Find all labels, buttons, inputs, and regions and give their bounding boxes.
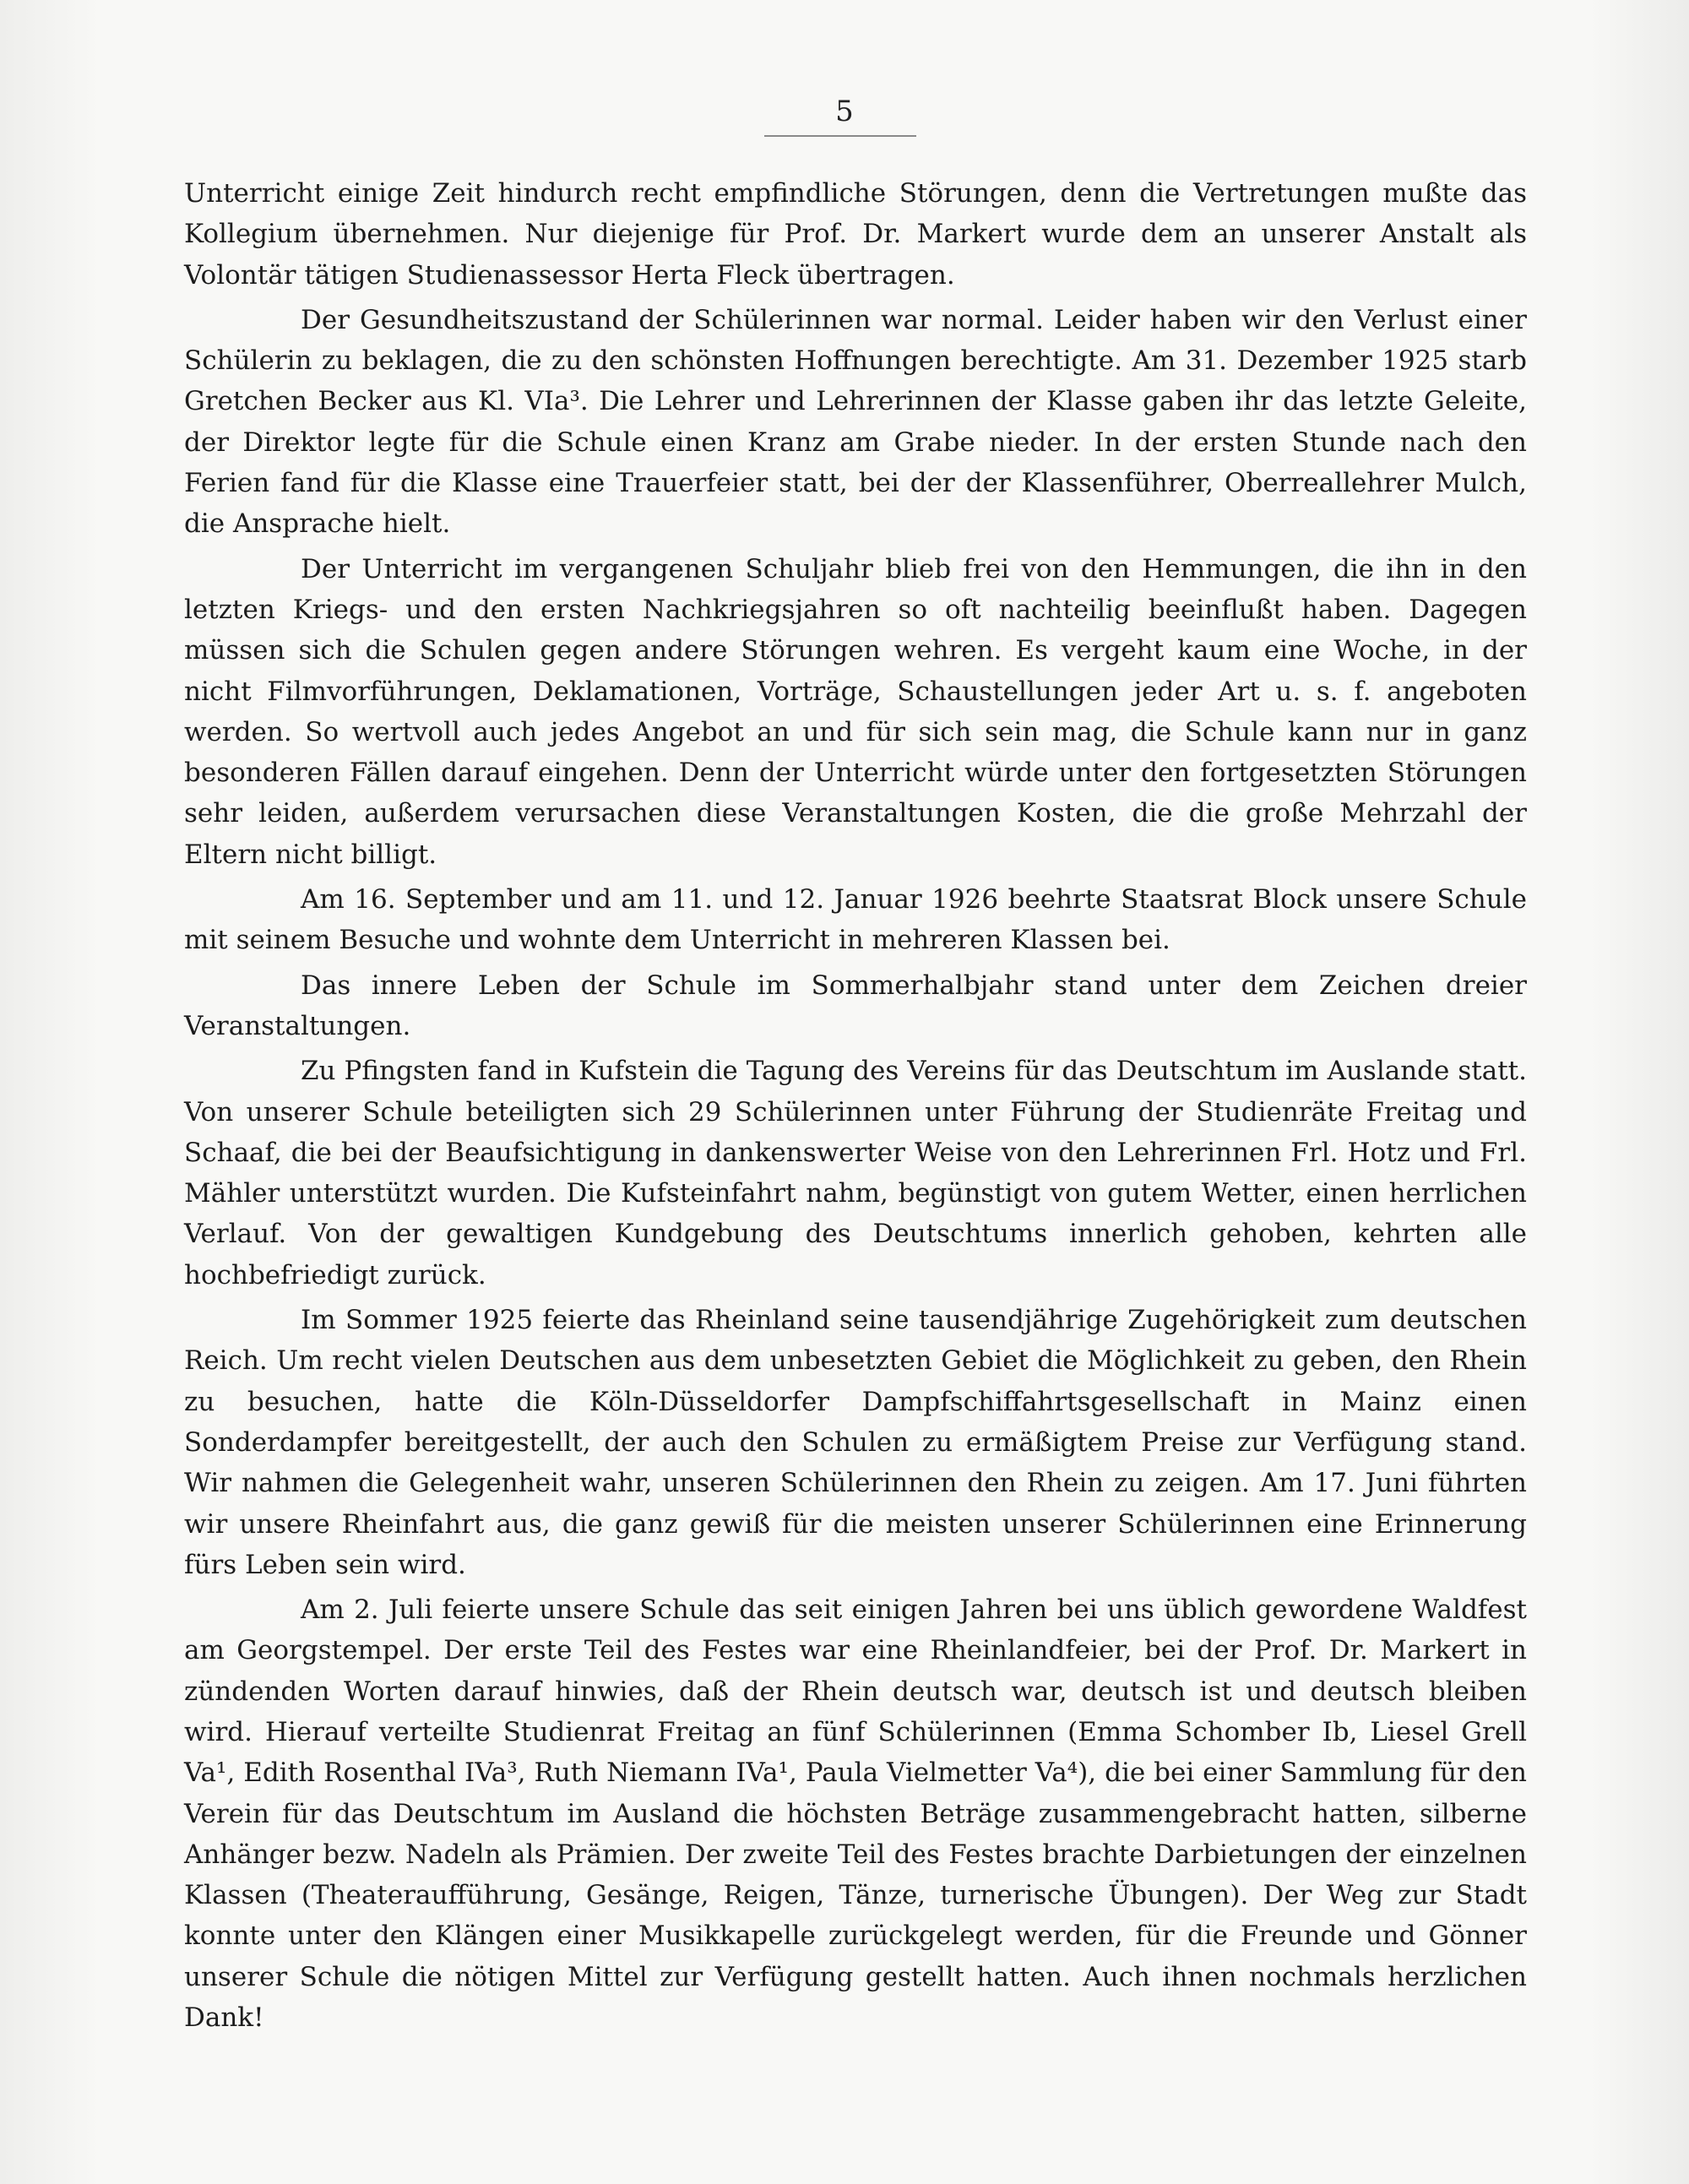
paragraph-summer-events: Das innere Leben der Schule im Sommerhalbjahr stand unter dem Zeichen dreier Veranstaltungen.	[184, 970, 1527, 1041]
paragraph-kufstein: Zu Pfingsten fand in Kufstein die Tagung des Vereins für das Deutschtum im Auslande statt. Von unserer Schule beteiligten sich 29 Schülerinnen unter Führung der Studienräte Freitag und Schaaf, die bei der Beaufsichtigung in dankenswerter Weise von den Lehrerinnen Frl. Hotz und Frl. Mähler unterstützt wurden. Die Kufsteinfahrt nahm, begünstigt von gutem Wetter, einen herrlichen Verlauf. Von der gewaltigen Kundgebung des Deutschtums innerlich gehoben, kehrten alle hochbefriedigt zurück.	[184, 1056, 1527, 1290]
body-text	[184, 173, 1527, 2042]
paragraph-rhine-trip: Im Sommer 1925 feierte das Rheinland seine tausendjährige Zugehörigkeit zum deutschen Reich. Um recht vielen Deutschen aus dem unbesetzten Gebiet die Möglichkeit zu geben, den Rhein zu besuchen, hatte die Köln-Düsseldorfer Dampfschiffahrtsgesellschaft in Mainz einen Sonderdampfer bereitgestellt, der auch den Schulen zu ermäßigtem Preise zur Verfügung stand. Wir nahmen die Gelegenheit wahr, unseren Schülerinnen den Rhein zu zeigen. Am 17. Juni führten wir unsere Rheinfahrt aus, die ganz gewiß für die meisten unserer Schülerinnen eine Erinnerung fürs Leben sein wird.	[184, 1305, 1527, 1580]
paragraph-health: Der Gesundheitszustand der Schülerinnen war normal. Leider haben wir den Verlust einer Schülerin zu beklagen, die zu den schönsten Hoffnungen berechtigte. Am 31. Dezember 1925 starb Gretchen Becker aus Kl. VIa³. Die Lehrer und Lehrerinnen der Klasse gaben ihr das letzte Geleite, der Direktor legte für die Schule einen Kranz am Grabe nieder. In der ersten Stunde nach den Ferien fand für die Klasse eine Trauerfeier statt, bei der der Klassenführer, Oberreallehrer Mulch, die Ansprache hielt.	[184, 304, 1527, 540]
paragraph-disruptions: Der Unterricht im vergangenen Schuljahr blieb frei von den Hemmungen, die ihn in den letzten Kriegs- und den ersten Nachkriegsjahren so oft nachteilig beeinflußt haben. Dagegen müssen sich die Schulen gegen andere Störungen wehren. Es vergeht kaum eine Woche, in der nicht Filmvorführungen, Deklamationen, Vorträge, Schaustellungen jeder Art u. s. f. angeboten werden. So wertvoll auch jedes Angebot an und für sich sein mag, die Schule kann nur in ganz besonderen Fällen darauf eingehen. Denn der Unterricht würde unter den fortgesetzten Störungen sehr leiden, außerdem verursachen diese Veranstaltungen Kosten, die die große Mehrzahl der Eltern nicht billigt.	[184, 553, 1527, 870]
paragraph-state-visit: Am 16. September und am 11. und 12. Januar 1926 beehrte Staatsrat Block unsere Schule mit seinem Besuche und wohnte dem Unterricht in mehreren Klassen bei.	[184, 884, 1527, 956]
header-rule	[764, 135, 916, 137]
paragraph-staff-substitution: Unterricht einige Zeit hindurch recht empfindliche Störungen, denn die Vertretungen mußte das Kollegium übernehmen. Nur diejenige für Prof. Dr. Markert wurde dem an unserer Anstalt als Volontär tätigen Studienassessor Herta Fleck übertragen.	[184, 178, 1527, 291]
page-number: 5	[835, 95, 854, 128]
paragraph-forest-festival: Am 2. Juli feierte unsere Schule das seit einigen Jahren bei uns üblich gewordene Waldfest am Georgstempel. Der erste Teil des Festes war eine Rheinlandfeier, bei der Prof. Dr. Markert in zündenden Worten darauf hinwies, daß der Rhein deutsch war, deutsch ist und deutsch bleiben wird. Hierauf verteilte Studienrat Freitag an fünf Schülerinnen (Emma Schomber Ib, Liesel Grell Va¹, Edith Rosenthal IVa³, Ruth Niemann IVa¹, Paula Vielmetter Va⁴), die bei einer Sammlung für den Verein für das Deutschtum im Ausland die höchsten Beträge zusammengebracht hatten, silberne Anhänger bezw. Nadeln als Prämien. Der zweite Teil des Festes brachte Darbietungen der einzelnen Klassen (Theateraufführung, Gesänge, Reigen, Tänze, turnerische Übungen). Der Weg zur Stadt konnte unter den Klängen einer Musikkapelle zurückgelegt werden, für die Freunde und Gönner unserer Schule die nötigen Mittel zur Verfügung gestellt hatten. Auch ihnen nochmals herzlichen Dank!	[184, 1595, 1527, 2034]
